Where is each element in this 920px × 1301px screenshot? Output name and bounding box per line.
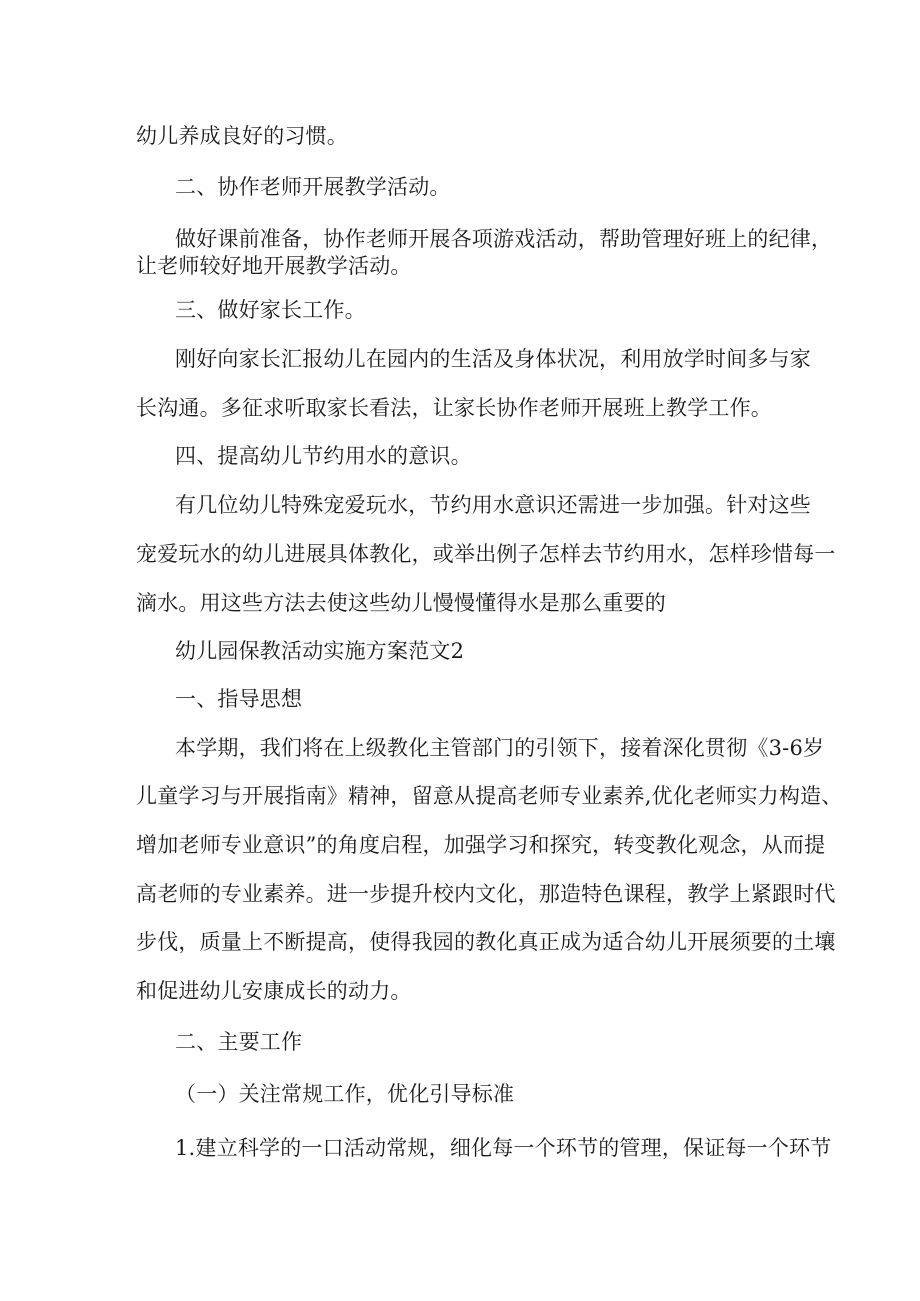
- section-heading: 三、做好家长工作。: [175, 298, 366, 322]
- paragraph-line: 长沟通。多征求听取家长看法，让家长协作老师开展班上教学工作。: [136, 396, 772, 420]
- paragraph-line: 有几位幼儿特殊宠爱玩水，节约用水意识还需进一步加强。针对这些: [175, 493, 811, 517]
- paragraph-line: 本学期，我们将在上级教化主管部门的引领下，接着深化贯彻《3-6岁: [175, 736, 825, 760]
- section-heading: 二、主要工作: [175, 1030, 303, 1054]
- paragraph-line: 滴水。用这些方法去使这些幼儿慢慢懂得水是那么重要的: [136, 591, 666, 615]
- paragraph-line: 增加老师专业意识”的角度启程，加强学习和探究，转变教化观念，从而提: [136, 833, 826, 857]
- list-item: 1.建立科学的一口活动常规，细化每一个环节的管理，保证每一个环节: [175, 1136, 832, 1160]
- paragraph-line: 儿童学习与开展指南》精神，留意从提高老师专业素养,优化老师实力构造、: [136, 784, 843, 808]
- paragraph-line: 步伐，质量上不断提高，使得我园的教化真正成为适合幼儿开展须要的土壤: [136, 930, 836, 954]
- section-heading: 一、指导思想: [175, 687, 303, 711]
- section-heading: 四、提高幼儿节约用水的意识。: [175, 444, 472, 468]
- paragraph-line: 刚好向家长汇报幼儿在园内的生活及身体状况，利用放学时间多与家: [175, 347, 811, 371]
- paragraph-line: 让老师较好地开展教学活动。: [136, 254, 412, 278]
- paragraph-line: 幼儿养成良好的习惯。: [136, 124, 348, 148]
- paragraph-line: 高老师的专业素养。进一步提升校内文化，那造特色课程，教学上紧跟时代: [136, 882, 836, 906]
- section-heading: 二、协作老师开展教学活动。: [175, 175, 451, 199]
- subsection-heading: （一）关注常规工作，优化引导标准: [175, 1082, 515, 1106]
- paragraph-line: 做好课前准备，协作老师开展各项游戏活动，帮助管理好班上的纪律，: [175, 227, 833, 251]
- document-title: 幼儿园保教活动实施方案范文2: [175, 639, 465, 663]
- paragraph-line: 宠爱玩水的幼儿进展具体教化，或举出例子怎样去节约用水，怎样珍惜每一: [136, 542, 836, 566]
- paragraph-line: 和促进幼儿安康成长的动力。: [136, 979, 412, 1003]
